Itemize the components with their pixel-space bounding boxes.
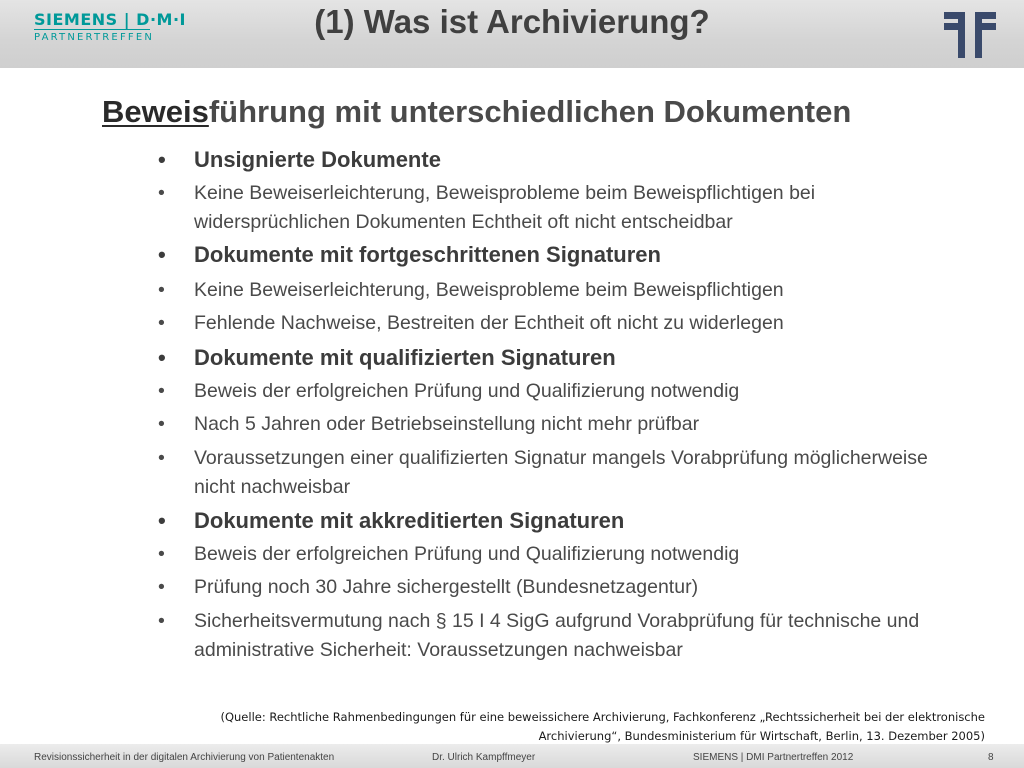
footer-bar (0, 744, 1024, 768)
siemens-dmi-logo (34, 10, 186, 56)
bullet-text: Sicherheitsvermutung nach § 15 I 4 SigG aufgrund Vorabprüfung für technische und administrative Sicherheit: Voraussetzungen nachweisbar (194, 610, 920, 661)
source-line-1: (Quelle: Rechtliche Rahmenbedingungen für eine beweissichere Archivierung, Fachkonferenz „Rechtssicherheit bei der elektronische (220, 710, 985, 724)
bullet-text: Prüfung noch 30 Jahre sichergestellt (Bundesnetzagentur) (194, 576, 699, 598)
slide-subtitle (102, 94, 851, 130)
bullet-dot: • (158, 447, 165, 469)
bullet-text: Beweis der erfolgreichen Prüfung und Qualifizierung notwendig (194, 380, 740, 402)
bullet-text: Voraussetzungen einer qualifizierten Signatur mangels Vorabprüfung möglicherweise nicht nachweisbar (194, 447, 928, 498)
page-number: 8 (988, 752, 994, 763)
bullet-dot: • (158, 380, 165, 402)
bullet-text: Dokumente mit akkreditierten Signaturen (194, 508, 625, 533)
bullet-dot: • (158, 345, 166, 370)
bullet-text: Keine Beweiserleichterung, Beweisprobleme beim Beweispflichtigen (194, 279, 784, 301)
logo-main-text: SIEMENS | D·M·I (34, 10, 186, 29)
bullet-text: Dokumente mit fortgeschrittenen Signaturen (194, 242, 661, 267)
subtitle-rest: führung mit unterschiedlichen Dokumenten (208, 94, 852, 129)
dmi-logo-icon (944, 12, 996, 58)
bullet-dot: • (158, 543, 165, 565)
bullet-text: Nach 5 Jahren oder Betriebseinstellung nicht mehr prüfbar (194, 413, 700, 435)
bullet-text: Unsignierte Dokumente (194, 147, 441, 172)
source-line-2: Archivierung“, Bundesministerium für Wirtschaft, Berlin, 13. Dezember 2005) (538, 729, 985, 743)
logo-divider (34, 29, 150, 30)
footer-title: Revisionssicherheit in der digitalen Archivierung von Patientenakten (34, 752, 335, 763)
footer-author: Dr. Ulrich Kampffmeyer (432, 752, 536, 763)
bullet-dot: • (158, 576, 165, 598)
bullet-text: Beweis der erfolgreichen Prüfung und Qualifizierung notwendig (194, 543, 740, 565)
bullet-dot: • (158, 242, 166, 267)
logo-sub-text: PARTNERTREFFEN (34, 32, 155, 43)
bullet-dot: • (158, 413, 165, 435)
bullet-dot: • (158, 147, 166, 172)
subtitle-emphasis: Beweis (102, 94, 209, 129)
bullet-dot: • (158, 279, 165, 301)
bullet-text: Keine Beweiserleichterung, Beweisprobleme beim Beweispflichtigen bei widersprüchlichen Dokumenten Echtheit oft nicht entscheidbar (194, 182, 816, 233)
bullet-text: Fehlende Nachweise, Bestreiten der Echtheit oft nicht zu widerlegen (194, 312, 784, 334)
bullet-text: Dokumente mit qualifizierten Signaturen (194, 345, 616, 370)
slide-title: (1) Was ist Archivierung? (314, 3, 710, 40)
header-band (0, 0, 1024, 68)
bullet-dot: • (158, 610, 165, 632)
bullet-dot: • (158, 508, 166, 533)
source-citation (200, 708, 985, 746)
bullet-dot: • (158, 312, 165, 334)
footer-event: SIEMENS | DMI Partnertreffen 2012 (693, 752, 854, 763)
bullet-dot: • (158, 182, 165, 204)
